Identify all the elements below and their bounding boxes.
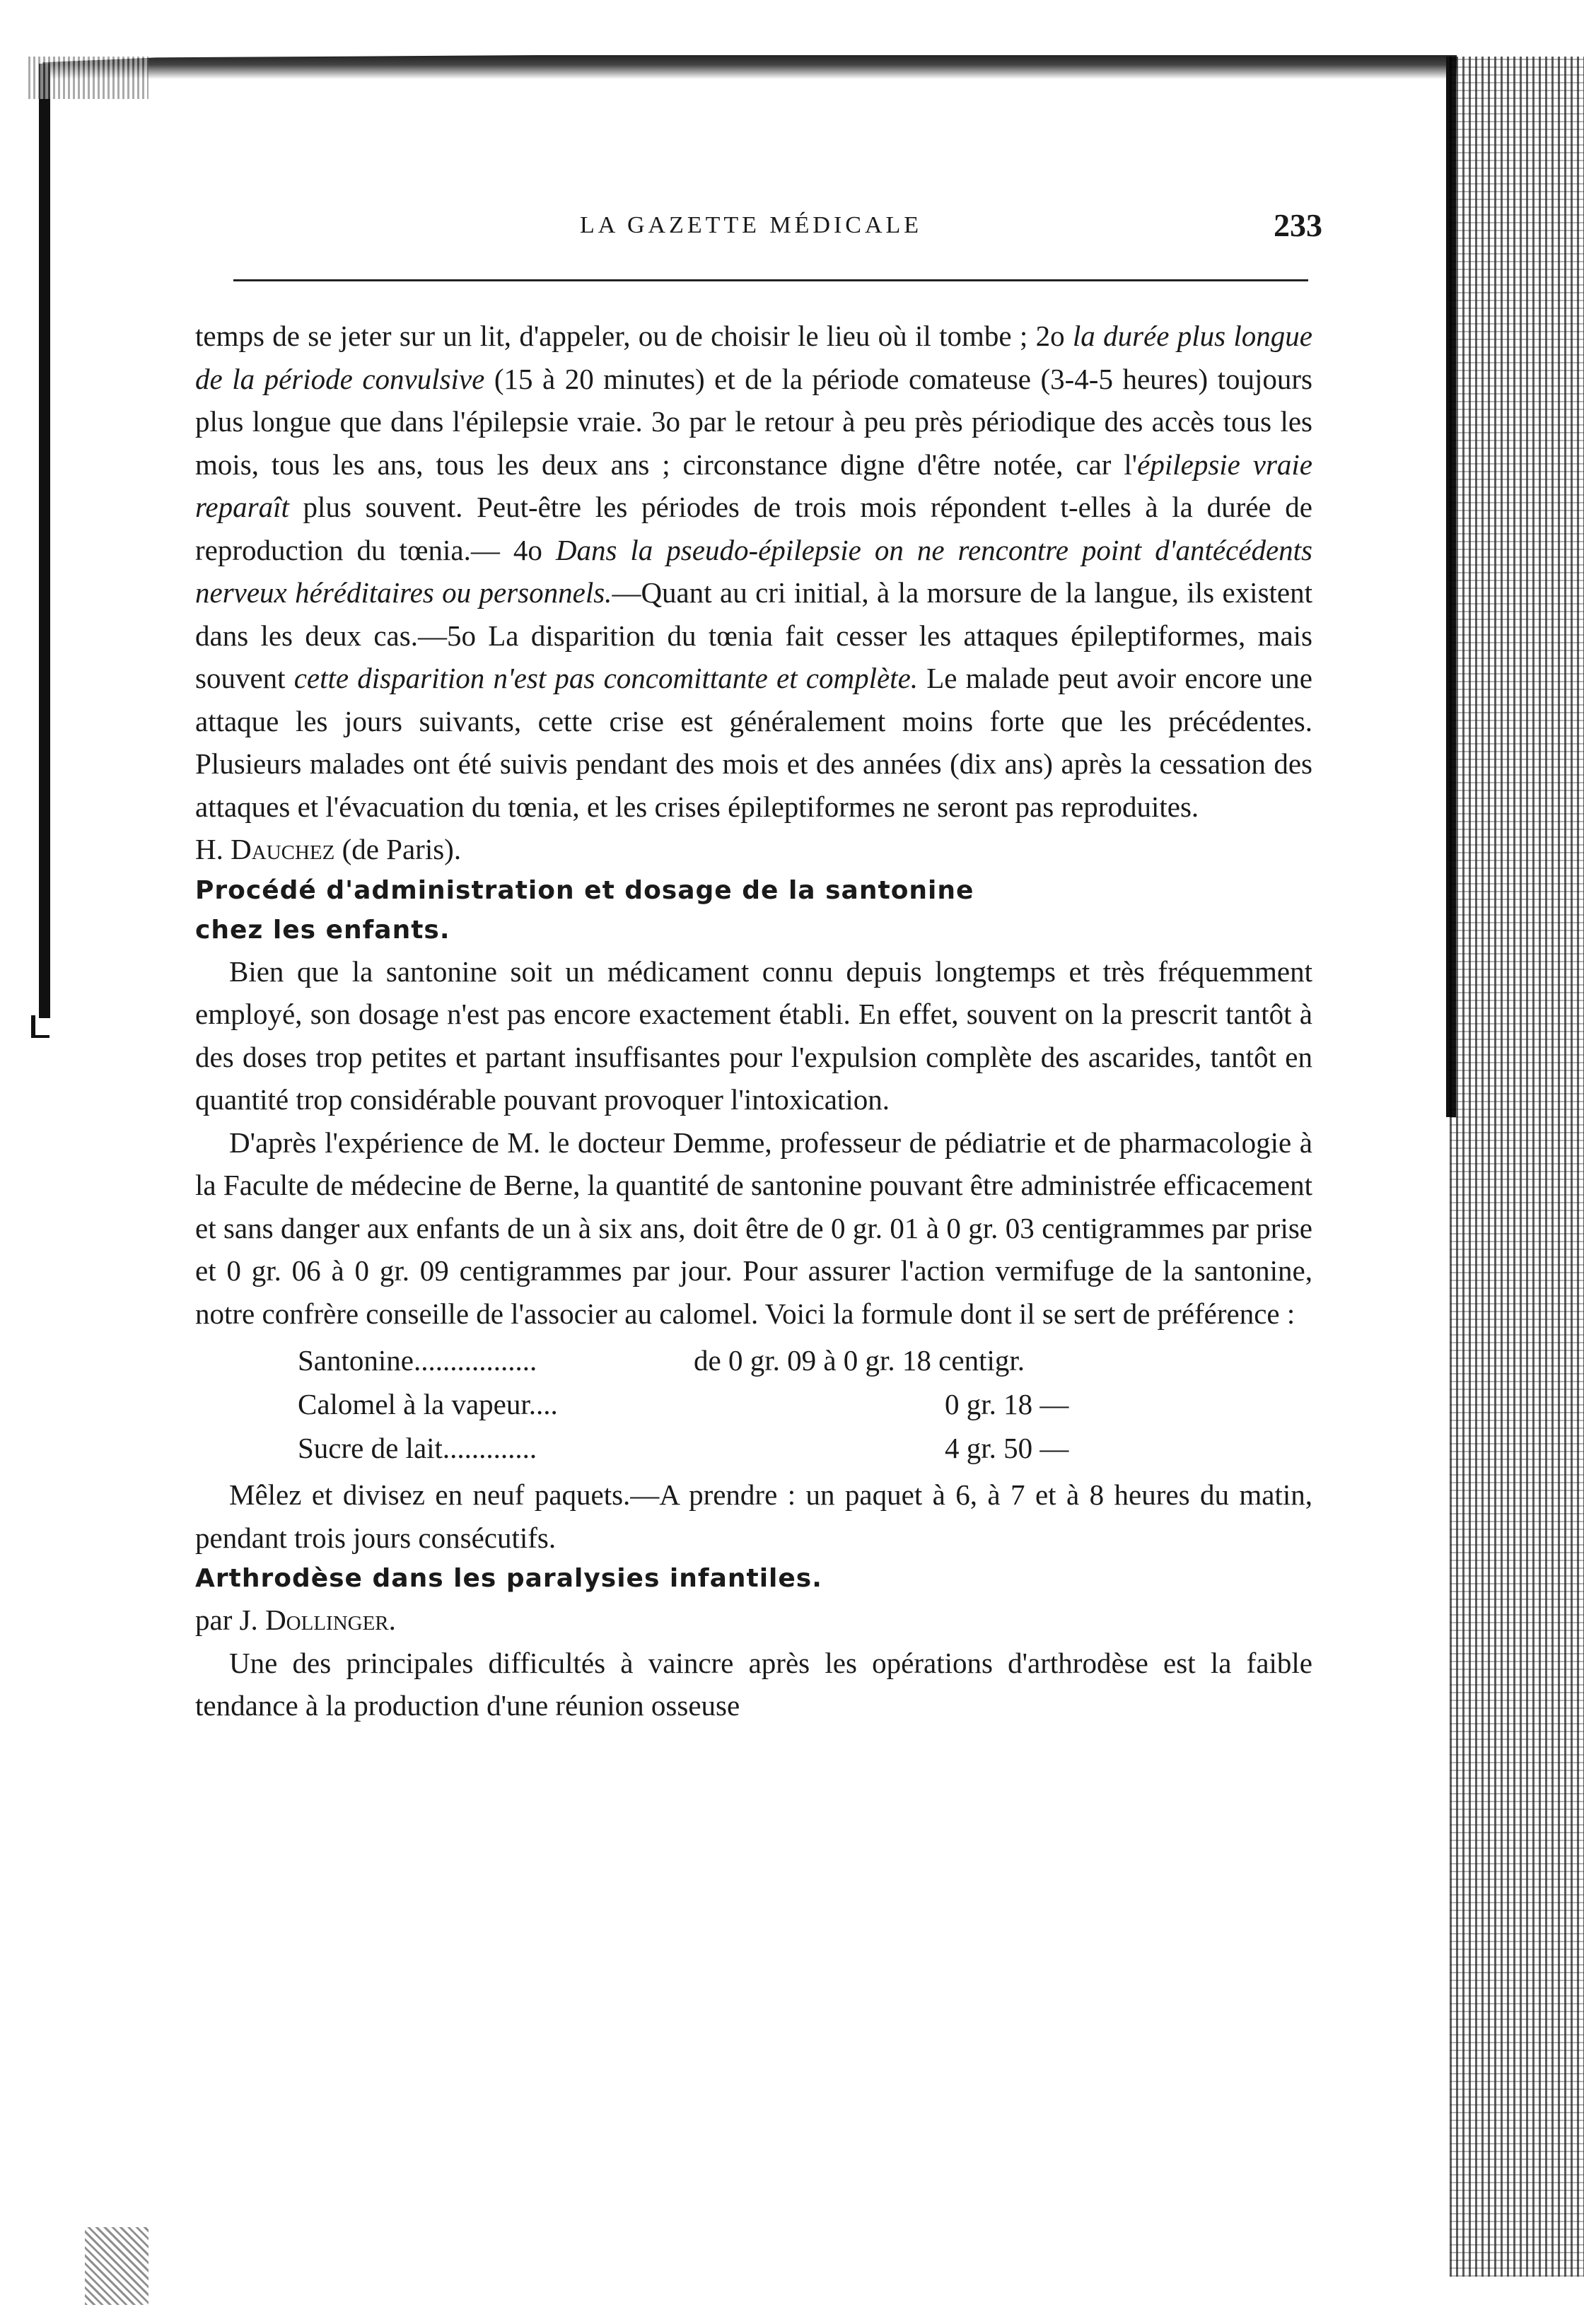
running-title: LA GAZETTE MÉDICALE (580, 212, 923, 238)
formula-table (195, 1339, 1312, 1471)
page-header (198, 207, 1322, 255)
scan-edge-top (42, 55, 1457, 79)
scan-noise-corner (85, 2227, 148, 2305)
page-number: 233 (1274, 207, 1322, 243)
header-rule (233, 279, 1308, 281)
paragraph-continued: temps de se jeter sur un lit, d'appeler, ou de choisir le lieu où il tombe ; 2o la durée plus longue de la période convulsive (15 à 20 minutes) et de la période comateuse (3-4-5 heures) toujours plus longue que dans l'épilepsie vraie. 3o par le retour à peu près périodique des accès tous les mois, tous les ans, tous les deux ans ; circonstance digne d'être notée, car l'épilepsie vraie reparaît plus souvent. Peut-être les périodes de trois mois répondent t-elles à la durée de reproduction du tœnia.— 4o Dans la pseudo-épilepsie on ne rencontre point d'antécédents nerveux héréditaires ou personnels.—Quant au cri initial, à la morsure de la langue, ils existent dans les deux cas.—5o La disparition du tœnia fait cesser les attaques épileptiformes, mais souvent cette disparition n'est pas concomittante et complète. Le malade peut avoir encore une attaque les jours suivants, cette crise est généralement moins forte que les précédentes. Plusieurs malades ont été suivis pendant des mois et des années (dix ans) après la cessation des attaques et l'évacuation du tœnia, et les crises épileptiformes ne seront pas reproduites. (195, 320, 1313, 823)
section-heading-arthrodese: Arthrodèse dans les paralysies infantiles. (195, 1564, 822, 1593)
section-heading-santonine: Procédé d'administration et dosage de la santonine (195, 875, 974, 905)
scan-noise (28, 57, 148, 99)
paragraph: Une des principales difficultés à vaincre après les opérations d'arthrodèse est la faible tendance à la production d'une réunion osseuse (195, 1646, 1312, 1722)
paragraph: Mêlez et divisez en neuf paquets.—A prendre : un paquet à 6, à 7 et à 8 heures du matin, pendant trois jours consécutifs. (195, 1478, 1312, 1554)
formula-row: Santonine................. de 0 gr. 09 à 0 gr. 18 centigr. (298, 1344, 1025, 1377)
scan-edge-left (39, 64, 50, 1018)
signature: H. Dauchez (de Paris). (195, 833, 462, 865)
scan-mark (31, 1015, 50, 1038)
section-heading-santonine-line2: chez les enfants. (195, 915, 450, 945)
formula-row: Sucre de lait............. 4 gr. 50 — (298, 1432, 1069, 1464)
author-line: par J. Dollinger. (195, 1604, 396, 1636)
formula-row: Calomel à la vapeur.... 0 gr. 18 — (298, 1388, 1069, 1420)
scan-noise-right (1450, 57, 1584, 2277)
paragraph: Bien que la santonine soit un médicament connu depuis longtemps et très fréquemment employé, son dosage n'est pas encore exactement établi. En effet, souvent on la prescrit tantôt à des doses trop petites et partant insuffisantes pour l'expulsion complète des ascarides, tantôt en quantité trop considérable pouvant provoquer l'intoxication. (195, 954, 1312, 1116)
article-body (195, 315, 1312, 1727)
paragraph: D'après l'expérience de M. le docteur Demme, professeur de pédiatrie et de pharmacologie à la Faculte de médecine de Berne, la quantité de santonine pouvant être administrée efficacement et sans danger aux enfants de un à six ans, doit être de 0 gr. 01 à 0 gr. 03 centigrammes par prise et 0 gr. 06 à 0 gr. 09 centigrammes par jour. Pour assurer l'action vermifuge de la santonine, notre confrère conseille de l'associer au calomel. Voici la formule dont il se sert de préférence : (195, 1126, 1312, 1330)
